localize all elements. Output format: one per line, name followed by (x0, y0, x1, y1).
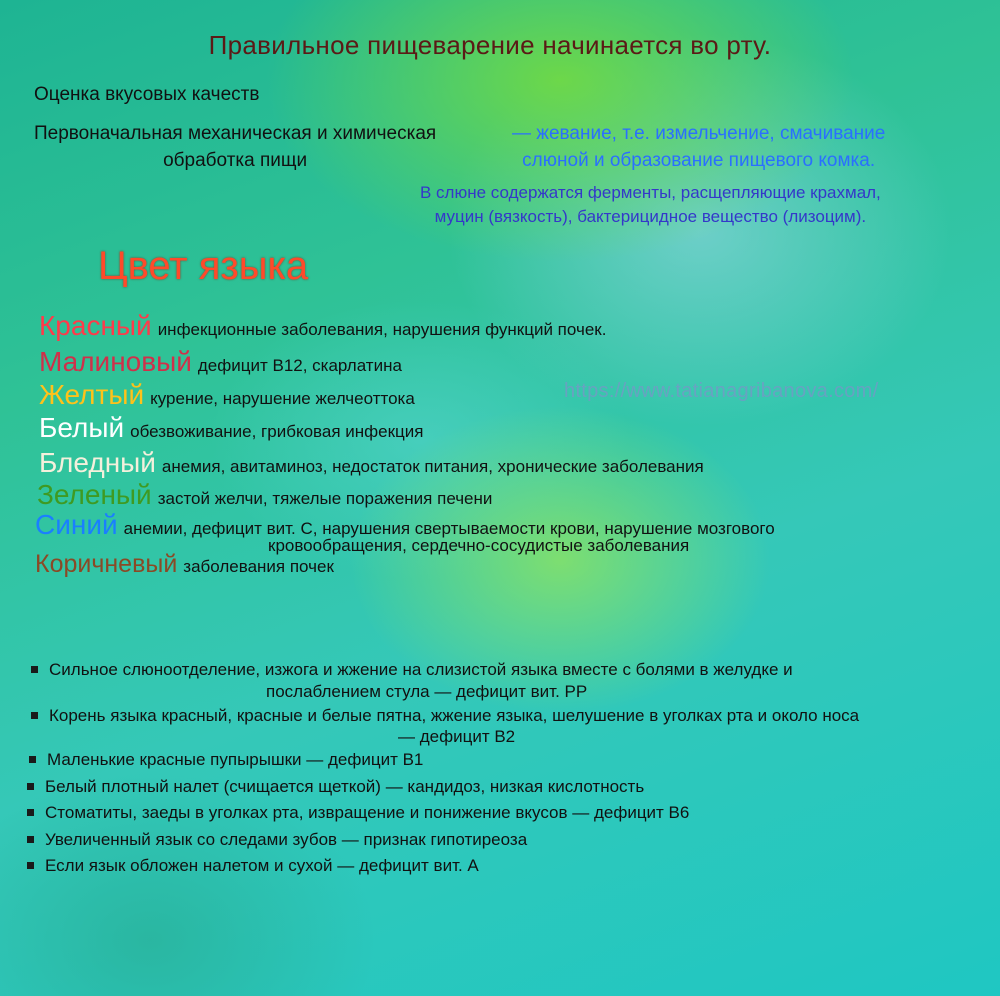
list-item (27, 830, 527, 850)
color-name: Бледный (39, 447, 156, 478)
color-description: застой желчи, тяжелые поражения печени (157, 489, 493, 508)
list-item-continued: послаблением стула — дефицит вит. РР (266, 682, 588, 701)
list-item-text: Маленькие красные пупырышки — дефицит B1 (47, 750, 424, 769)
list-item (27, 856, 479, 876)
saliva-line-1: В слюне содержатся ферменты, расщепляющие крахмал, (420, 183, 881, 202)
color-row-crimson (39, 346, 402, 378)
bullet-square-icon (27, 783, 34, 790)
list-item-text: Стоматиты, заеды в уголках рта, извращение и понижение вкусов — дефицит B6 (45, 803, 690, 822)
color-name: Зеленый (37, 479, 152, 510)
color-name: Желтый (39, 379, 145, 410)
color-row-yellow (39, 379, 415, 411)
list-item (31, 706, 859, 726)
color-row-red (39, 310, 606, 342)
bullet-square-icon (27, 836, 34, 843)
color-row-green (37, 479, 492, 511)
taste-evaluation-text: Оценка вкусовых качеств (34, 84, 260, 105)
color-name: Малиновый (39, 346, 192, 377)
list-item-continued: — дефицит B2 (398, 727, 516, 746)
color-name: Белый (39, 412, 125, 443)
color-name: Синий (35, 509, 118, 540)
list-item (27, 803, 689, 823)
processing-line-2: обработка пищи (163, 150, 308, 171)
color-row-white (39, 412, 423, 444)
chewing-line-2: слюной и образование пищевого комка. (522, 150, 876, 171)
list-item (31, 660, 793, 680)
processing-text (34, 120, 436, 174)
color-description: заболевания почек (183, 557, 334, 576)
processing-line-1: Первоначальная механическая и химическая (34, 123, 437, 144)
color-description: обезвоживание, грибковая инфекция (130, 422, 424, 441)
list-item (27, 777, 644, 797)
color-row-brown (35, 550, 334, 579)
bullet-square-icon (31, 666, 38, 673)
bullet-square-icon (27, 809, 34, 816)
chewing-line-1: — жевание, т.е. измельчение, смачивание (512, 123, 886, 144)
color-row-pale (39, 447, 704, 479)
color-description-continued: кровообращения, сердечно-сосудистые заболевания (268, 536, 690, 555)
list-item (29, 750, 423, 770)
list-item-text: Увеличенный язык со следами зубов — признак гипотиреоза (45, 830, 528, 849)
color-name: Коричневый (35, 550, 178, 578)
list-item-text: Белый плотный налет (счищается щеткой) — кандидоз, низкая кислотность (45, 777, 645, 796)
chewing-text (512, 120, 885, 174)
bullet-square-icon (27, 862, 34, 869)
bullet-square-icon (29, 756, 36, 763)
saliva-text (420, 181, 881, 229)
color-description: анемия, авитаминоз, недостаток питания, хронические заболевания (161, 457, 704, 476)
watermark-url: https://www.tatianagribanova.com/ (564, 380, 879, 402)
color-description: курение, нарушение желчеоттока (150, 389, 415, 408)
color-name: Красный (39, 310, 152, 341)
bullet-square-icon (31, 712, 38, 719)
saliva-line-2: муцин (вязкость), бактерицидное вещество (лизоцим). (434, 207, 867, 226)
list-item-text: Корень языка красный, красные и белые пятна, жжение языка, шелушение в уголках рта и около носа (49, 706, 860, 725)
list-item-text: Если язык обложен налетом и сухой — дефицит вит. А (45, 856, 479, 875)
color-description: дефицит B12, скарлатина (197, 356, 402, 375)
color-description: инфекционные заболевания, нарушения функций почек. (157, 320, 607, 339)
tongue-color-heading: Цвет языка (98, 244, 309, 288)
color-description: анемии, дефицит вит. С, нарушения свертываемости крови, нарушение мозгового (123, 519, 775, 538)
page-title: Правильное пищеварение начинается во рту. (208, 30, 772, 60)
list-item-text: Сильное слюноотделение, изжога и жжение на слизистой языка вместе с болями в желудке и (49, 660, 793, 679)
